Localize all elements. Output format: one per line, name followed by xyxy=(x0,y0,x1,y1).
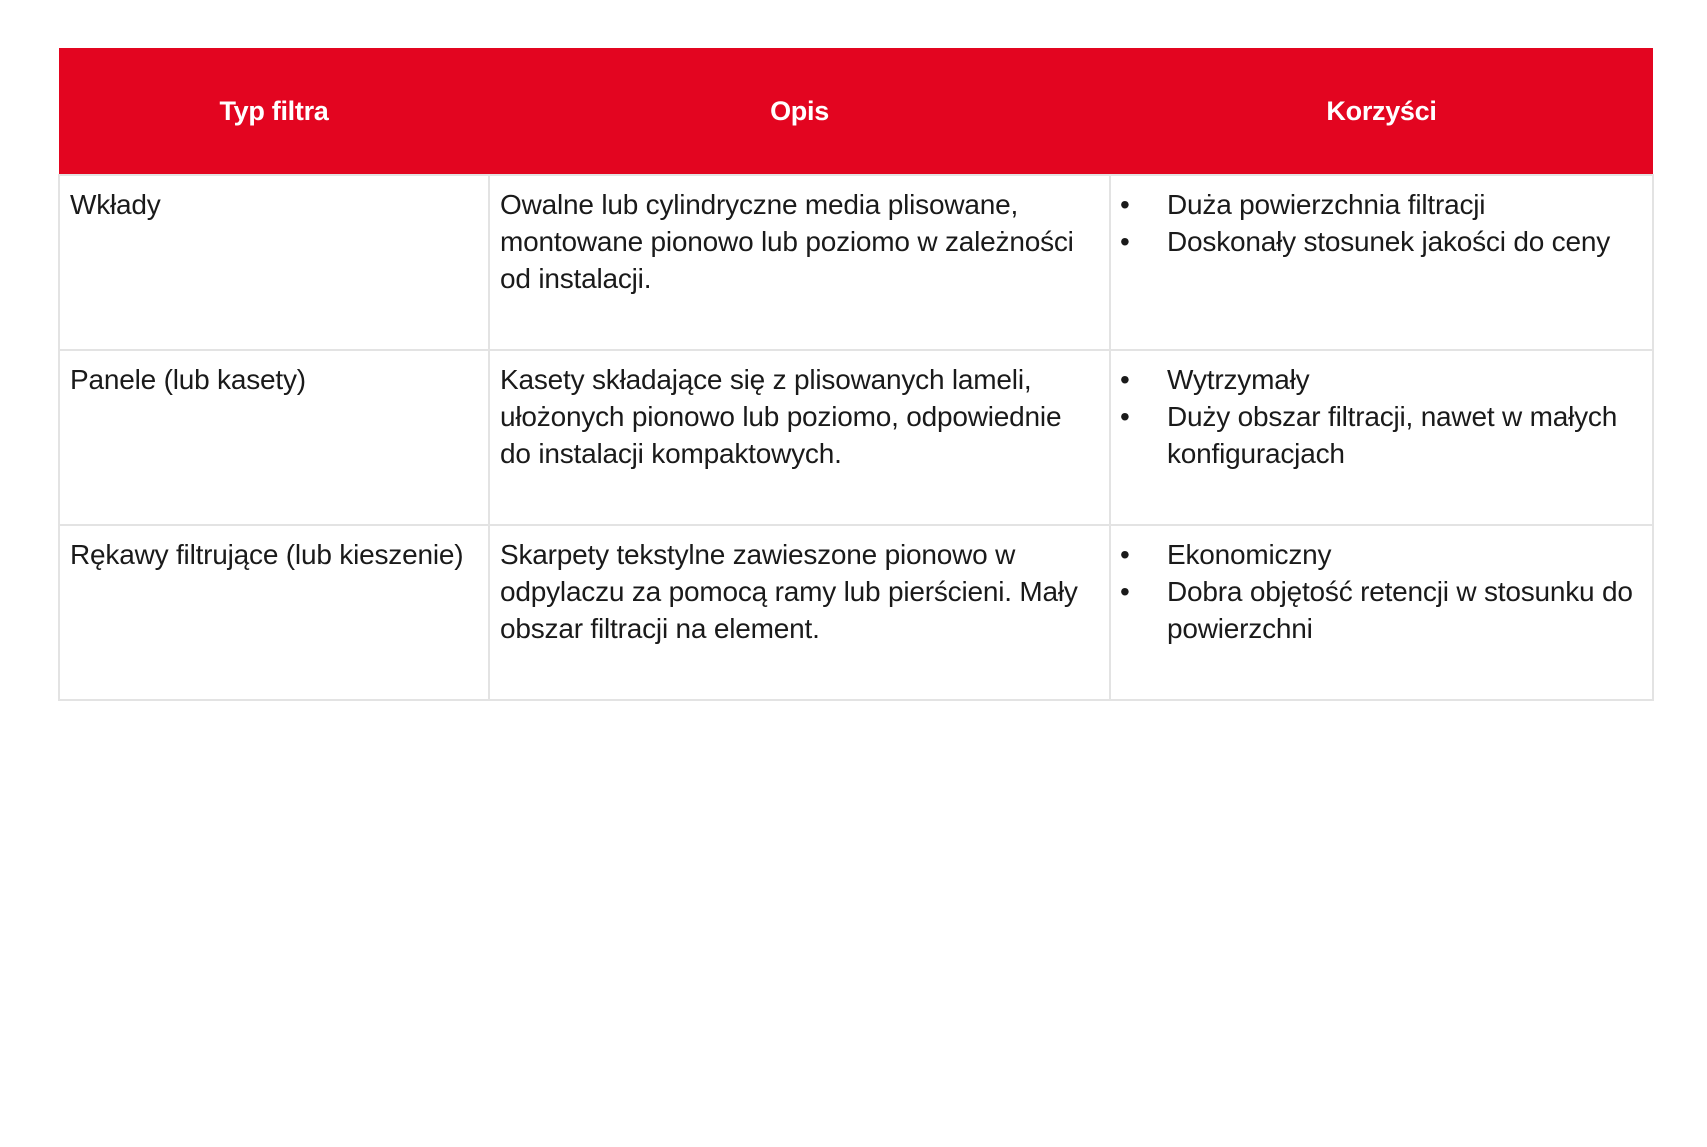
benefit-item: • Doskonały stosunek jakości do ceny xyxy=(1111,223,1644,260)
cell-benefits xyxy=(1110,350,1653,525)
cell-description: Kasety składające się z plisowanych lameli, ułożonych pionowo lub poziomo, odpowiednie do instalacji kompaktowych. xyxy=(489,350,1110,525)
table-row xyxy=(59,350,1653,525)
filter-types-table xyxy=(58,48,1654,701)
benefit-item: • Dobra objętość retencji w stosunku do powierzchni xyxy=(1111,573,1644,647)
benefit-item: • Ekonomiczny xyxy=(1111,536,1644,573)
header-description: Opis xyxy=(489,48,1110,175)
cell-filter-type: Wkłady xyxy=(59,175,489,350)
cell-description: Skarpety tekstylne zawieszone pionowo w odpylaczu za pomocą ramy lub pierścieni. Mały obszar filtracji na element. xyxy=(489,525,1110,700)
table-header-row xyxy=(59,48,1653,175)
benefits-list xyxy=(1111,176,1652,260)
header-type: Typ filtra xyxy=(59,48,489,175)
benefits-list xyxy=(1111,526,1652,647)
cell-filter-type: Panele (lub kasety) xyxy=(59,350,489,525)
cell-benefits xyxy=(1110,525,1653,700)
benefit-item: • Wytrzymały xyxy=(1111,361,1644,398)
table-row xyxy=(59,525,1653,700)
header-benefits: Korzyści xyxy=(1110,48,1653,175)
cell-benefits xyxy=(1110,175,1653,350)
cell-filter-type: Rękawy filtrujące (lub kieszenie) xyxy=(59,525,489,700)
benefit-item: • Duża powierzchnia filtracji xyxy=(1111,186,1644,223)
benefits-list xyxy=(1111,351,1652,472)
table-row xyxy=(59,175,1653,350)
benefit-item: • Duży obszar filtracji, nawet w małych konfiguracjach xyxy=(1111,398,1644,472)
cell-description: Owalne lub cylindryczne media plisowane, montowane pionowo lub poziomo w zależności od instalacji. xyxy=(489,175,1110,350)
